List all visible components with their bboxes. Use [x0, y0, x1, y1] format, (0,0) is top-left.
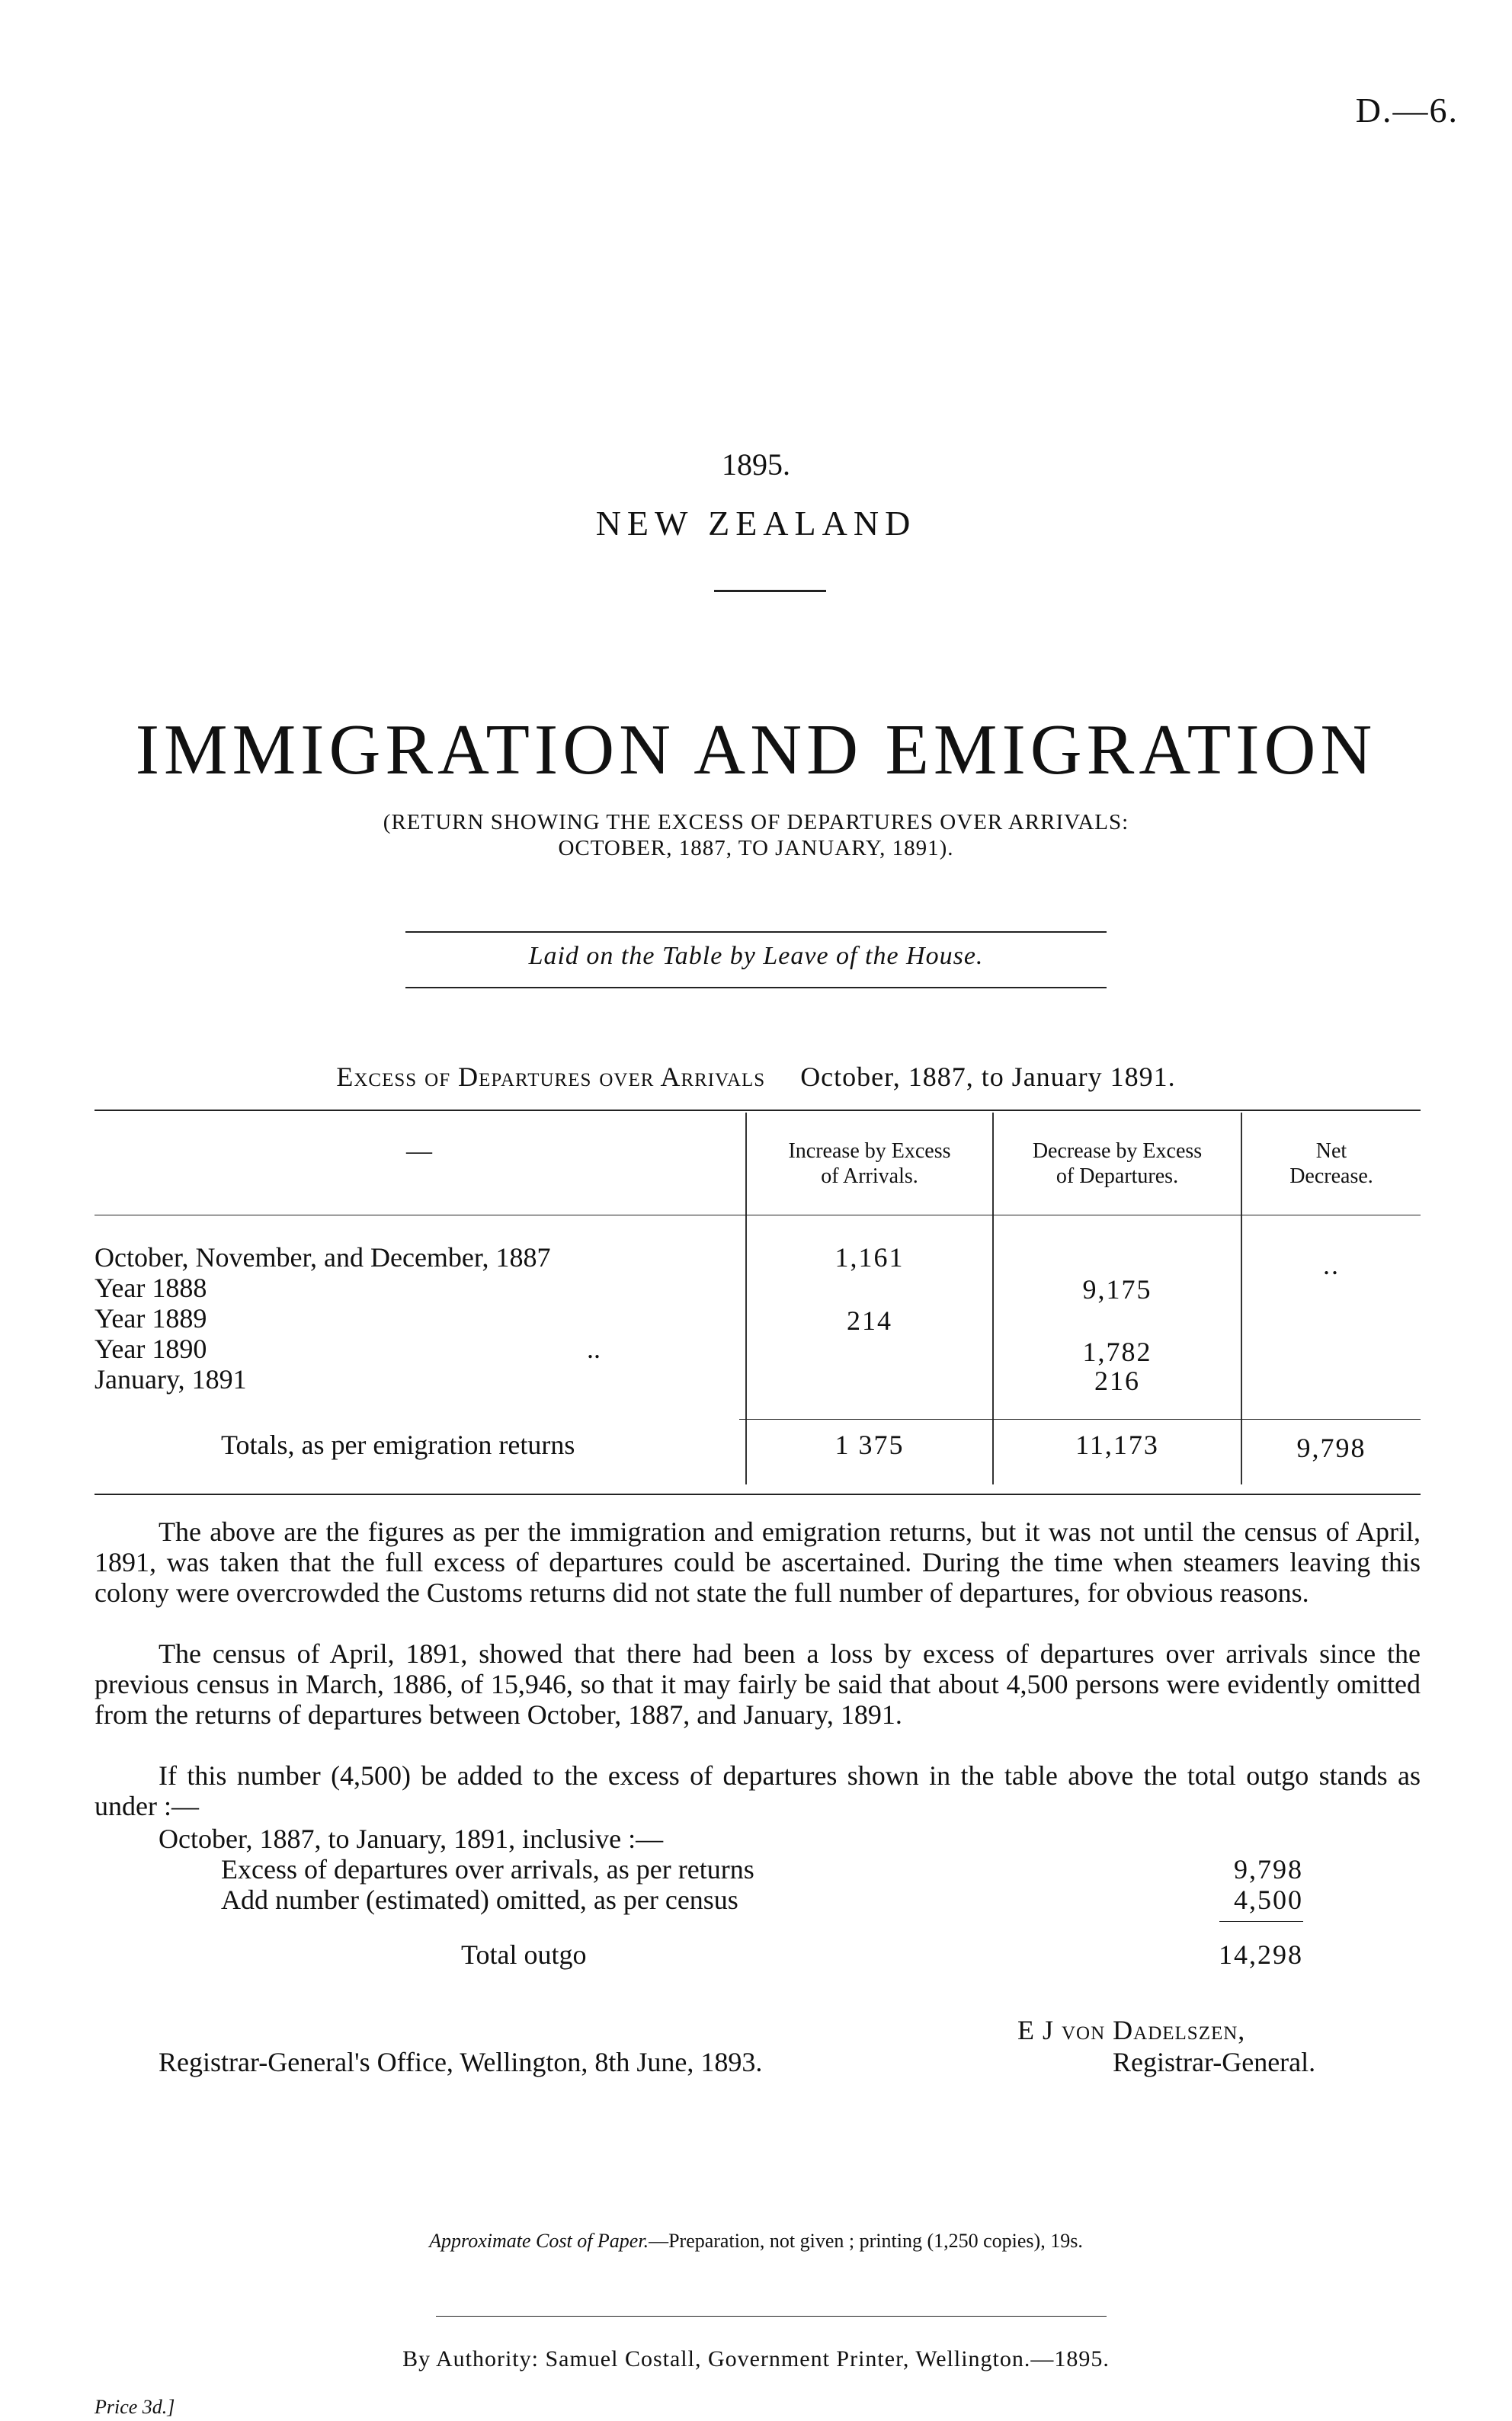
table-cell-decrease: 216 [1094, 1366, 1140, 1396]
table-rule-totals [739, 1419, 1421, 1420]
approximate-cost-note [0, 2230, 1512, 2253]
document-title: IMMIGRATION AND EMIGRATION [135, 710, 1377, 789]
printer-authority: By Authority: Samuel Costall, Government Printer, Wellington.—1895. [402, 2346, 1110, 2371]
signature-office-date: Registrar-General's Office, Wellington, 8th June, 1893. [159, 2047, 763, 2077]
calc-intro: October, 1887, to January, 1891, inclusive :— [159, 1824, 664, 1854]
table-row-leader-dots: .. [587, 1334, 601, 1364]
header-rule [714, 590, 826, 592]
table-cell-decrease: 1,782 [1082, 1337, 1152, 1367]
column-header-net: Net Decrease. [1289, 1139, 1373, 1188]
paragraph: If this number (4,500) be added to the excess of departures shown in the table above the total outgo stands as under :— [94, 1760, 1421, 1821]
table-row-label: October, November, and December, 1887 [94, 1242, 551, 1273]
laid-rule-bottom [405, 987, 1107, 988]
footer-rule [436, 2316, 1107, 2317]
calc-line-label: Add number (estimated) omitted, as per census [221, 1885, 738, 1915]
price-note: Price 3d.] [94, 2396, 175, 2418]
calc-line-value: 4,500 [1234, 1885, 1303, 1915]
table-heading-period: October, 1887, to January 1891. [800, 1062, 1176, 1092]
table-total-increase: 1 375 [834, 1430, 905, 1460]
cost-label: Approximate Cost of Paper. [429, 2230, 649, 2252]
calc-line-value: 9,798 [1234, 1854, 1303, 1885]
calc-total-value: 14,298 [1219, 1939, 1303, 1970]
signatory-name: E J von Dadelszen, [1017, 2015, 1246, 2045]
table-rule-top [94, 1110, 1421, 1111]
column-header-label: — [406, 1137, 432, 1165]
signatory-title: Registrar-General. [1113, 2047, 1316, 2077]
table-totals-label: Totals, as per emigration returns [221, 1430, 575, 1460]
report-year: 1895. [722, 447, 790, 482]
table-cell-increase: 1,161 [834, 1242, 905, 1273]
country-heading: NEW ZEALAND [595, 504, 917, 543]
table-cell-decrease: 9,175 [1082, 1274, 1152, 1305]
column-header-decrease: Decrease by Excess of Departures. [1032, 1139, 1203, 1188]
column-header-increase: Increase by Excess of Arrivals. [788, 1139, 951, 1188]
subtitle-line-1: (RETURN SHOWING THE EXCESS OF DEPARTURES OVER ARRIVALS: [383, 810, 1129, 834]
table-rule-bottom [94, 1494, 1421, 1495]
table-row-label: Year 1889 [94, 1303, 207, 1334]
table-cell-net: .. [1323, 1250, 1340, 1280]
laid-rule-top [405, 931, 1107, 933]
table-row-label: Year 1888 [94, 1273, 207, 1303]
calc-total-label: Total outgo [461, 1939, 587, 1970]
table-total-decrease: 11,173 [1075, 1430, 1159, 1460]
table-heading-main: Excess of Departures over Arrivals [336, 1062, 766, 1092]
cost-details: —Preparation, not given ; printing (1,250 copies), 19s. [649, 2230, 1083, 2252]
calc-line-label: Excess of departures over arrivals, as per returns [221, 1854, 754, 1885]
document-reference: D.—6. [1355, 91, 1459, 130]
calc-sum-rule [1219, 1921, 1303, 1922]
table-cell-increase: 214 [847, 1305, 892, 1336]
laid-on-table-note: Laid on the Table by Leave of the House. [528, 942, 984, 970]
document-subtitle [0, 809, 1512, 861]
subtitle-line-2: OCTOBER, 1887, TO JANUARY, 1891). [558, 836, 954, 860]
paragraph: The census of April, 1891, showed that there had been a loss by excess of departures over arrivals since the previous census in March, 1886, of 15,946, so that it may fairly be said that about 4,500 persons were evidently omitted from the returns of departures between October, 1887, and January, 1891. [94, 1638, 1421, 1730]
paragraph: The above are the figures as per the immigration and emigration returns, but it was not until the census of April, 1891, was taken that the full excess of departures could be ascertained. During the time when steamers leaving this colony were overcrowded the Customs returns did not state the full number of departures, for obvious reasons. [94, 1516, 1421, 1608]
table-heading [0, 1061, 1512, 1093]
table-total-net: 9,798 [1296, 1433, 1366, 1463]
table-row-label: Year 1890 [94, 1334, 207, 1364]
table-row-label: January, 1891 [94, 1364, 247, 1395]
